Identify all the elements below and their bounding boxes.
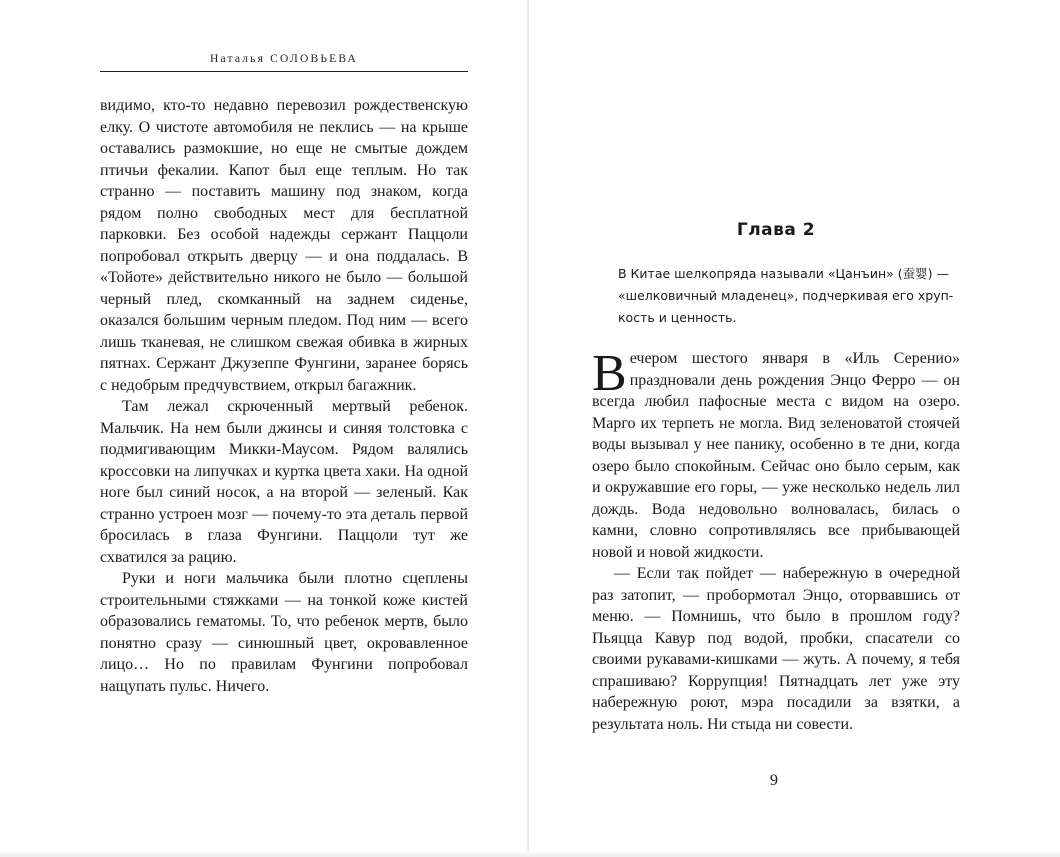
book-gutter	[527, 0, 529, 857]
epigraph-line: «шелковичный младенец», подчеркивая его хруп-	[618, 288, 954, 303]
paragraph	[592, 345, 960, 563]
epigraph-line: кость и ценность.	[618, 310, 737, 325]
paragraph: Руки и ноги мальчика были плотно сцеплены строительными стяжками — на тонкой коже кистей образовались гематомы. То, что ребенок мертв, было понятно сразу — синюшный цвет, окровавленное лицо… Но по правилам Фунгини попробовал нащупать пульс. Ничего.	[100, 570, 468, 695]
epigraph-line: В Китае шелкопряда называли «Цанъин» (蚕婴) —	[618, 266, 949, 281]
paragraph-text: ечером шестого января в «Иль Серенио» праздновали день рождения Энцо Ферро — он всегда любил пафосные места с видом на озеро. Марго их терпеть не могла. Вид зеленоватой стоячей воды вызывал у нее панику, особенно в те дни, когда озеро было спокойным. Сейчас оно было серым, как и окружавшие его горы, — уже несколько недель лил дождь. Вода недовольно волновалась, билась о камни, словно сопротивлялясь все прибывающей новой и новой жидкости.	[592, 350, 960, 561]
running-head: Наталья СОЛОВЬЕВА	[209, 53, 359, 65]
right-body-text	[592, 345, 960, 735]
paragraph: видимо, кто-то недавно перевозил рождественскую елку. О чистоте автомобиля не пеклись — на крыше оставались размокшие, но еще не смытые дождем птичьи фекалии. Капот был еще теплым. Но так странно — поставить машину под знаком, когда рядом полно свободных мест для бесплатной парковки. Без особой надежды сержант Паццоли попробовал открыть дверцу — и она поддалась. В «Тойоте» действительно никого не было — большой черный плед, скомканный на заднем сиденье, оказался большим черным пледом. Под ним — всего лишь тканевая, не слишком свежая обивка в жирных пятнах. Сержант Джузеппе Фунгини, заранее борясь с недобрым предчувствием, открыл багажник.	[100, 97, 468, 394]
epigraph	[618, 263, 960, 329]
paragraph: — Если так пойдет — набережную в очередной раз затопит, — пробормотал Энцо, оторвавшись от меню. — Помнишь, что было в прошлом году? Пьяцца Кавур под водой, пробки, спасатели со своими рукавами-кишками — жуть. А почему, я тебя спрашиваю? Коррупция! Пятнадцать лет уже эту набережную роют, мэра посадили за взятки, а результата ноль. Ни стыда ни совести.	[592, 565, 960, 733]
page-number: 9	[770, 772, 778, 789]
page-bottom-edge	[0, 851, 1060, 857]
paragraph: Там лежал скрюченный мертвый ребенок. Мальчик. На нем были джинсы и синяя толстовка с подмигивающим Микки-Маусом. Рядом валялись кроссовки на липучках и куртка цвета хаки. На одной ноге был синий носок, а на второй — зеленый. Как странно устроен мозг — почему-то эта деталь первой бросилась в глаза Фунгини. Паццоли тут же схватился за рацию.	[100, 398, 468, 566]
left-body-text	[100, 95, 468, 697]
header-rule	[100, 71, 468, 72]
drop-cap: В	[592, 345, 627, 402]
chapter-title: Глава 2	[736, 220, 816, 240]
